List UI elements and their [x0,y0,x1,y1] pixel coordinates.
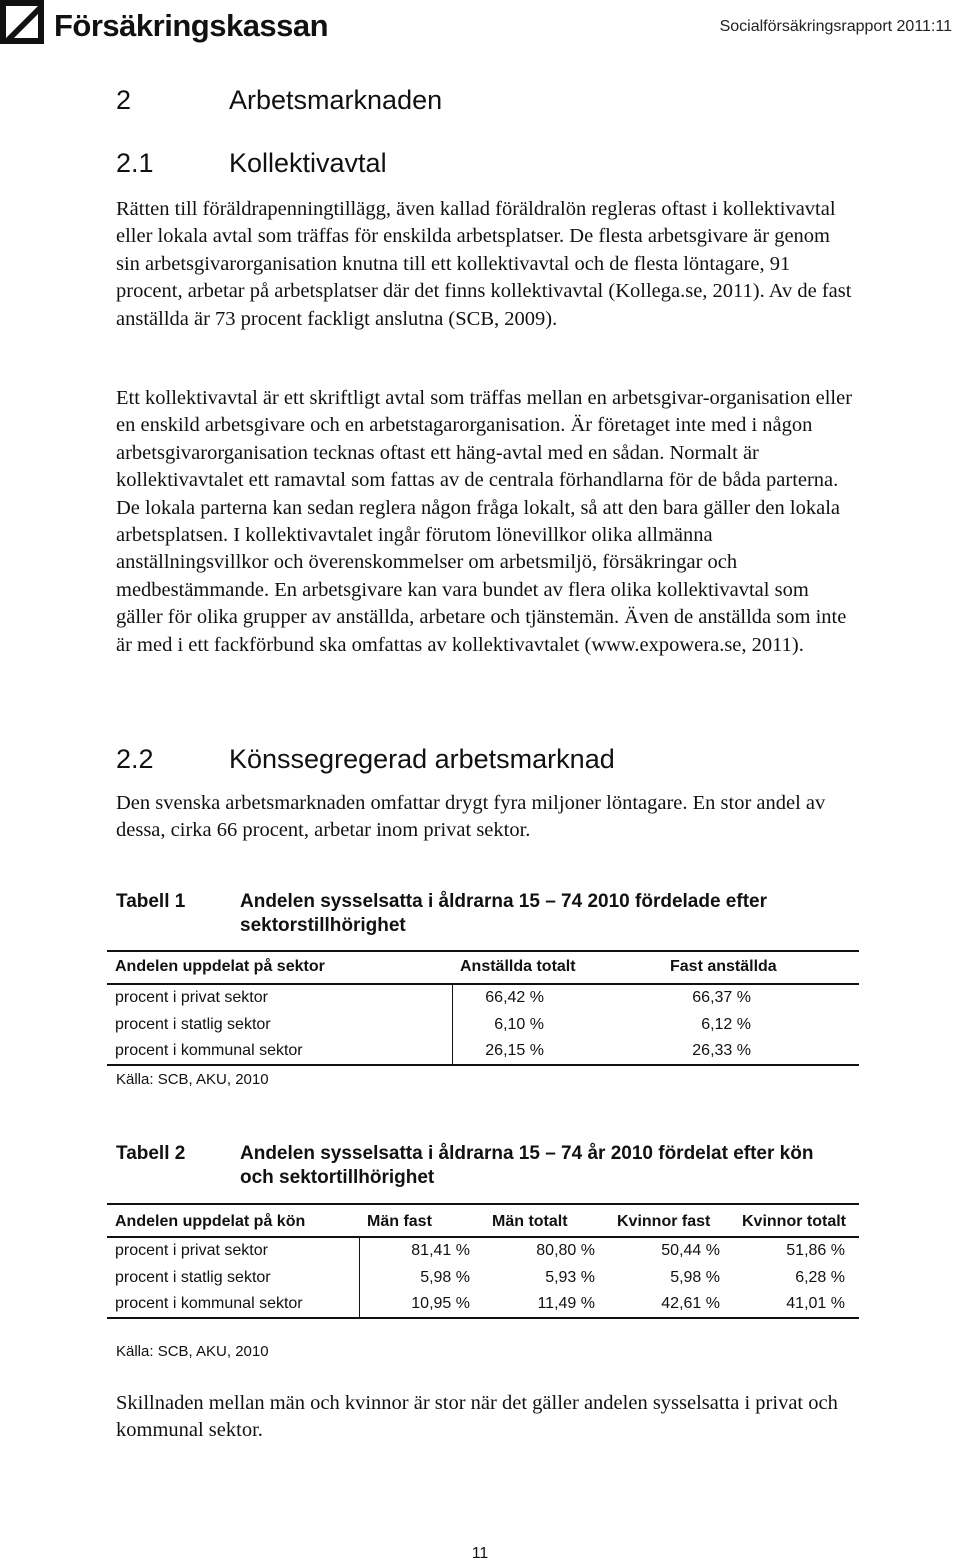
forsakringskassan-logo-icon [0,0,44,44]
section-heading-kollektivavtal [116,148,387,179]
section-number: 2.2 [116,744,154,774]
table-source: Källa: SCB, AKU, 2010 [116,1071,269,1088]
table-cell: 66,42 % [485,989,544,1006]
body-paragraph: Den svenska arbetsmarknaden omfattar drygt fyra miljoner löntagare. En stor andel av dessa, cirka 66 procent, arbetar inom privat sektor. [116,792,826,842]
row-label: procent i statlig sektor [107,1264,359,1291]
section-title: Könssegregerad arbetsmarknad [229,744,615,774]
table-row [107,1264,859,1291]
table-label: Tabell 2 [116,1143,186,1164]
table-row [107,1237,859,1264]
table-cell: 5,98 % [670,1268,720,1286]
table-cell: 42,61 % [609,1291,734,1318]
row-label: procent i statlig sektor [107,1011,452,1038]
row-label: procent i kommunal sektor [107,1038,452,1065]
logo-text: Försäkringskassan [54,7,329,43]
section-number: 2.1 [116,148,154,178]
table-cell: 26,33 % [662,1038,859,1065]
closing-paragraph: Skillnaden mellan män och kvinnor är stor när det gäller andelen sysselsatta i privat och kommunal sektor. [116,1392,838,1442]
page-number: 11 [471,1545,489,1562]
section-heading-konssegregerad [116,744,615,775]
table-title: Andelen sysselsatta i åldrarna 15 – 74 2010 fördelade efter sektorstillhörighet [240,891,767,936]
table-cell: 80,80 % [536,1242,595,1259]
table-row [107,984,859,1011]
chapter-title: Arbetsmarknaden [229,85,443,115]
table-row [107,1011,859,1038]
column-header: Män fast [359,1204,484,1237]
row-label: procent i privat sektor [107,984,452,1011]
column-header: Anställda totalt [452,951,662,984]
table-cell: 26,15 % [452,1038,662,1065]
column-header: Kvinnor fast [609,1204,734,1237]
table-row [107,1291,859,1318]
column-header: Andelen uppdelat på kön [107,1204,359,1237]
table-cell: 66,37 % [692,989,751,1006]
chapter-number: 2 [116,85,132,115]
table-label: Tabell 1 [116,891,186,912]
table-cell: 51,86 % [786,1242,845,1259]
logo [0,0,328,44]
chapter-heading [116,85,442,116]
table-header-row [107,951,859,984]
table-source: Källa: SCB, AKU, 2010 [116,1343,269,1360]
column-header: Andelen uppdelat på sektor [107,951,452,984]
table-cell: 10,95 % [359,1291,484,1318]
table-title: Andelen sysselsatta i åldrarna 15 – 74 år 2010 fördelat efter kön och sektortillhörighet [240,1143,814,1188]
table-cell: 6,28 % [795,1268,845,1286]
section-title: Kollektivavtal [229,148,387,178]
table-caption [116,890,840,938]
body-paragraph: Ett kollektivavtal är ett skriftligt avtal som träffas mellan en arbetsgivar-organisation eller en enskild arbetsgivare och en arbetstagarorganisation. Är företaget inte med i någon arbetsgivarorganisation tecknas oftast ett häng-avtal med en sådan. Normalt är kollektivavtalet ett ramavtal som fattas av de centrala förhandlarna för de båda parterna. De lokala parterna kan sedan reglera någon fråga lokalt, så att den bara gäller den lokala arbetsplatsen. I kollektivavtalet ingår förutom lönevillkor olika allmänna anställningsvillkor och överenskommelser om arbetsmiljö, försäkringar och medbestämmande. En arbetsgivare kan vara bundet av flera olika kollektivavtal som gäller för olika grupper av anställda, arbetare och tjänstemän. Även de anställda som inte är med i ett fackförbund ska omfattas av kollektivavtalet (www.expowera.se, 2011). [116,387,853,656]
row-label: procent i kommunal sektor [107,1291,359,1318]
table-cell: 5,98 % [420,1268,470,1286]
table-cell: 6,10 % [494,1015,544,1033]
table-cell: 11,49 % [484,1291,609,1318]
table-header-row [107,1204,859,1237]
table-cell: 81,41 % [411,1242,470,1259]
row-label: procent i privat sektor [107,1237,359,1264]
table-cell: 41,01 % [734,1291,859,1318]
table-row [107,1038,859,1065]
table-caption [116,1142,840,1190]
table-cell: 50,44 % [661,1242,720,1259]
table-gender-employment [107,1203,859,1319]
column-header: Fast anställda [662,951,859,984]
table-sector-employment [107,950,859,1066]
body-paragraph: Rätten till föräldrapenningtillägg, även kallad föräldralön regleras oftast i kollektivavtal eller lokala avtal som träffas för enskilda arbetsplatser. De flesta arbetsgivare är genom sin arbetsgivarorganisation knutna till ett kollektivavtal och de flesta löntagare, 91 procent, arbetar på arbetsplatser där det finns kollektivavtal (Kollega.se, 2011). Av de fast anställda är 73 procent fackligt anslutna (SCB, 2009). [116,198,852,330]
column-header: Kvinnor totalt [734,1204,859,1237]
report-title: Socialförsäkringsrapport 2011:11 [719,18,952,35]
table-cell: 6,12 % [701,1015,751,1033]
table-cell: 5,93 % [545,1268,595,1286]
column-header: Män totalt [484,1204,609,1237]
